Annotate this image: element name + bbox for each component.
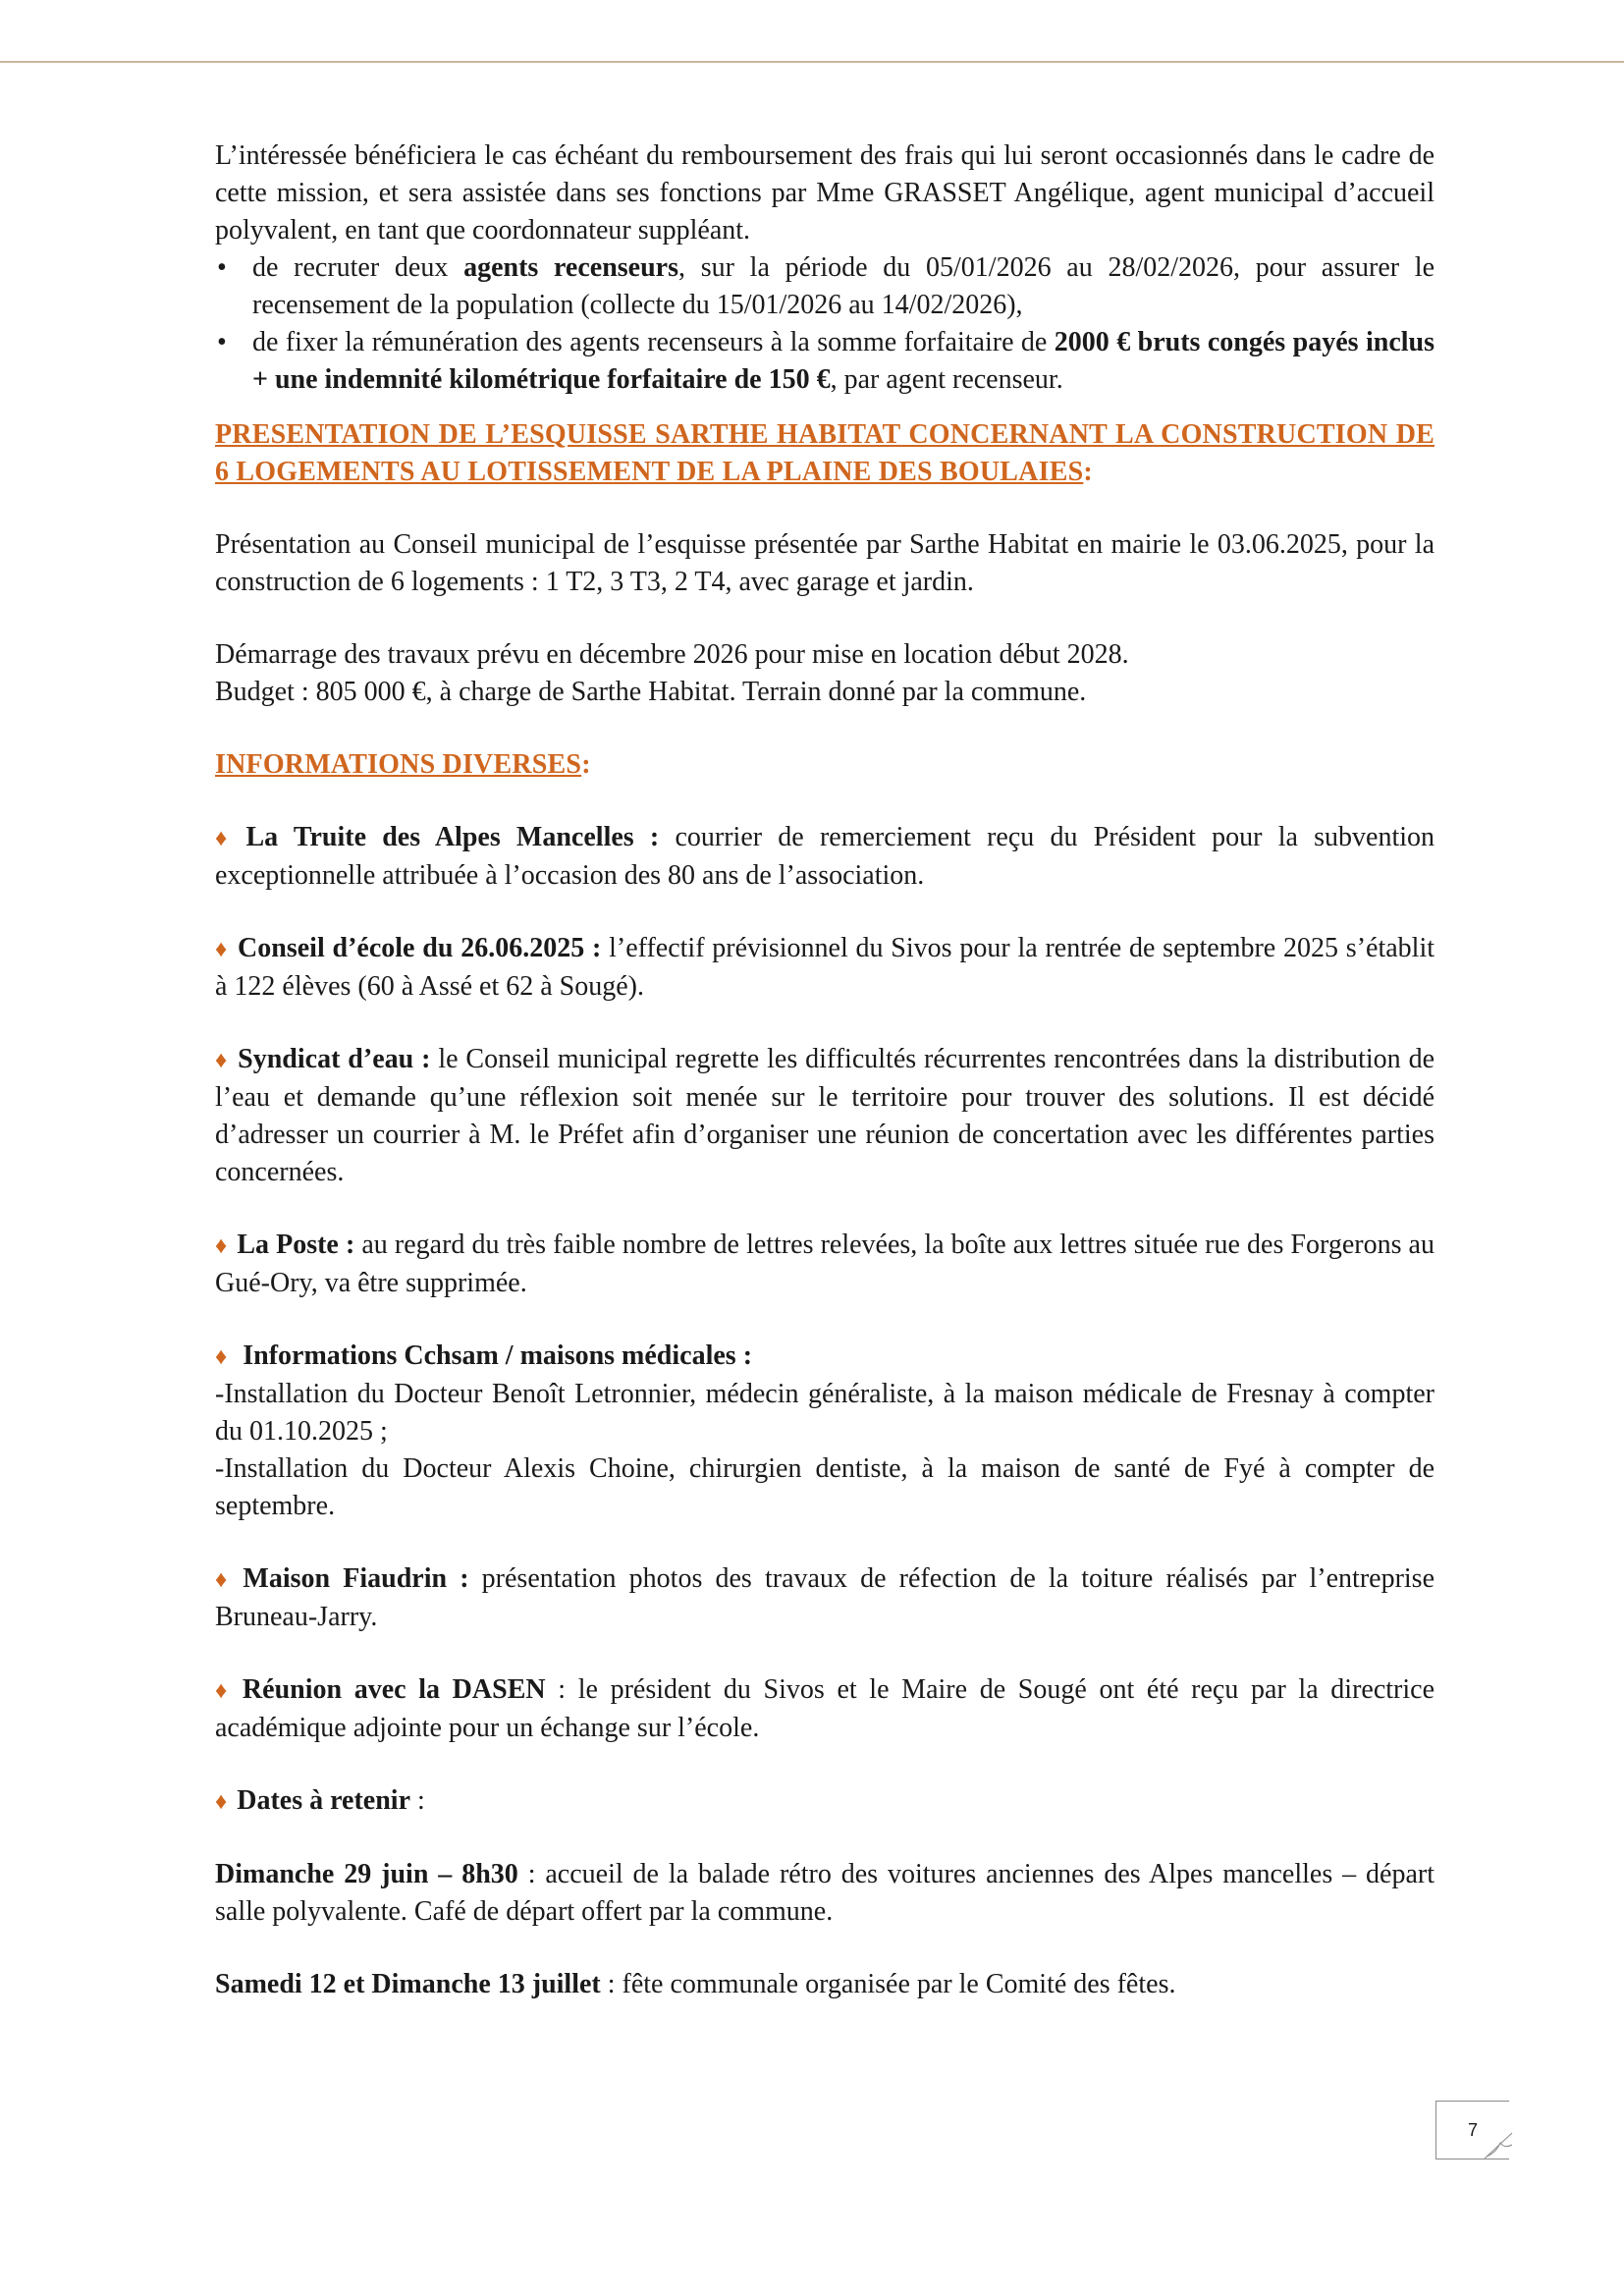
diamond-icon: ♦ — [215, 1344, 228, 1370]
info-item-eau: ♦ Syndicat d’eau : le Conseil municipal regrette les difficultés récurrentes rencontrées dans la distribution de l’eau et demande qu’une réflexion soit menée sur le territoire pour trouver des solutions. Il est décidé d’adresser un courrier à M. le Préfet afin d’organiser une réunion de concertation avec les différentes parties concernées. — [215, 1044, 1435, 1187]
sarthe-paragraph-presentation: Présentation au Conseil municipal de l’esquisse présentée par Sarthe Habitat en mairie le 03.06.2025, pour la construction de 6 logements : 1 T2, 3 T3, 2 T4, avec garage et jardin. — [215, 529, 1435, 597]
section-heading-informations: INFORMATIONS DIVERSES: — [215, 749, 591, 780]
page-number: 7 — [1435, 2101, 1509, 2159]
diamond-icon: ♦ — [215, 1789, 228, 1815]
date-item-fete: Samedi 12 et Dimanche 13 juillet : fête communale organisée par le Comité des fêtes. — [215, 1969, 1176, 1999]
info-item-cchsam-line2: -Installation du Docteur Alexis Choine, chirurgien dentiste, à la maison de santé de Fyé à compter de septembre. — [215, 1453, 1435, 1521]
info-item-ecole: ♦ Conseil d’école du 26.06.2025 : l’effectif prévisionnel du Sivos pour la rentrée de septembre 2025 s’établit à 122 élèves (60 à Assé et 62 à Sougé). — [215, 933, 1435, 1002]
page-curl-icon — [1483, 2131, 1514, 2160]
bullet-icon: • — [217, 252, 227, 283]
info-item-dasen: ♦ Réunion avec la DASEN : le président du Sivos et le Maire de Sougé ont été reçu par la directrice académique adjointe pour un échange sur l’école. — [215, 1674, 1435, 1743]
diamond-icon: ♦ — [215, 937, 229, 962]
date-item-balade: Dimanche 29 juin – 8h30 : accueil de la balade rétro des voitures anciennes des Alpes mancelles – départ salle polyvalente. Café de départ offert par la commune. — [215, 1859, 1435, 1927]
bullet-text: de recruter deux agents recenseurs, sur la période du 05/01/2026 au 28/02/2026, pour assurer le recensement de la population (collecte du 15/01/2026 au 14/02/2026), — [252, 252, 1435, 320]
info-item-fiaudrin: ♦ Maison Fiaudrin : présentation photos des travaux de réfection de la toiture réalisés par l’entreprise Bruneau-Jarry. — [215, 1563, 1435, 1632]
bullet-text: de fixer la rémunération des agents recenseurs à la somme forfaitaire de 2000 € bruts congés payés inclus + une indemnité kilométrique forfaitaire de 150 €, par agent recenseur. — [252, 327, 1435, 395]
diamond-icon: ♦ — [215, 1567, 234, 1593]
info-item-cchsam-title: ♦ Informations Cchsam / maisons médicales : — [215, 1340, 753, 1371]
sarthe-paragraph-works: Démarrage des travaux prévu en décembre 2026 pour mise en location début 2028. — [215, 639, 1129, 670]
bullet-item-remuneration — [215, 324, 1435, 399]
diamond-icon: ♦ — [215, 1048, 229, 1073]
diamond-icon: ♦ — [215, 1233, 228, 1259]
info-item-poste: ♦ La Poste : au regard du très faible nombre de lettres relevées, la boîte aux lettres située rue des Forgerons au Gué-Ory, va être supprimée. — [215, 1230, 1435, 1298]
intro-paragraph: L’intéressée bénéficiera le cas échéant du remboursement des frais qui lui seront occasionnés dans le cadre de cette mission, et sera assistée dans ses fonctions par Mme GRASSET Angélique, agent municipal d’accueil polyvalent, en tant que coordonnateur suppléant. — [215, 140, 1435, 246]
document-body — [215, 137, 1435, 2003]
bullet-item-recruit — [215, 249, 1435, 324]
sarthe-paragraph-budget: Budget : 805 000 €, à charge de Sarthe Habitat. Terrain donné par la commune. — [215, 677, 1087, 707]
section-heading-sarthe-habitat: PRESENTATION DE L’ESQUISSE SARTHE HABITAT CONCERNANT LA CONSTRUCTION DE 6 LOGEMENTS AU LOTISSEMENT DE LA PLAINE DES BOULAIES: — [215, 419, 1435, 487]
bullet-icon: • — [217, 327, 227, 357]
diamond-icon: ♦ — [215, 1678, 233, 1704]
info-item-dates: ♦ Dates à retenir : — [215, 1785, 425, 1816]
diamond-icon: ♦ — [215, 826, 237, 851]
info-item-cchsam-line1: -Installation du Docteur Benoît Letronnier, médecin généraliste, à la maison médicale de Fresnay à compter du 01.10.2025 ; — [215, 1379, 1435, 1447]
top-rule — [0, 61, 1624, 63]
info-item-truite: ♦ La Truite des Alpes Mancelles : courrier de remerciement reçu du Président pour la subvention exceptionnelle attribuée à l’occasion des 80 ans de l’association. — [215, 822, 1435, 891]
